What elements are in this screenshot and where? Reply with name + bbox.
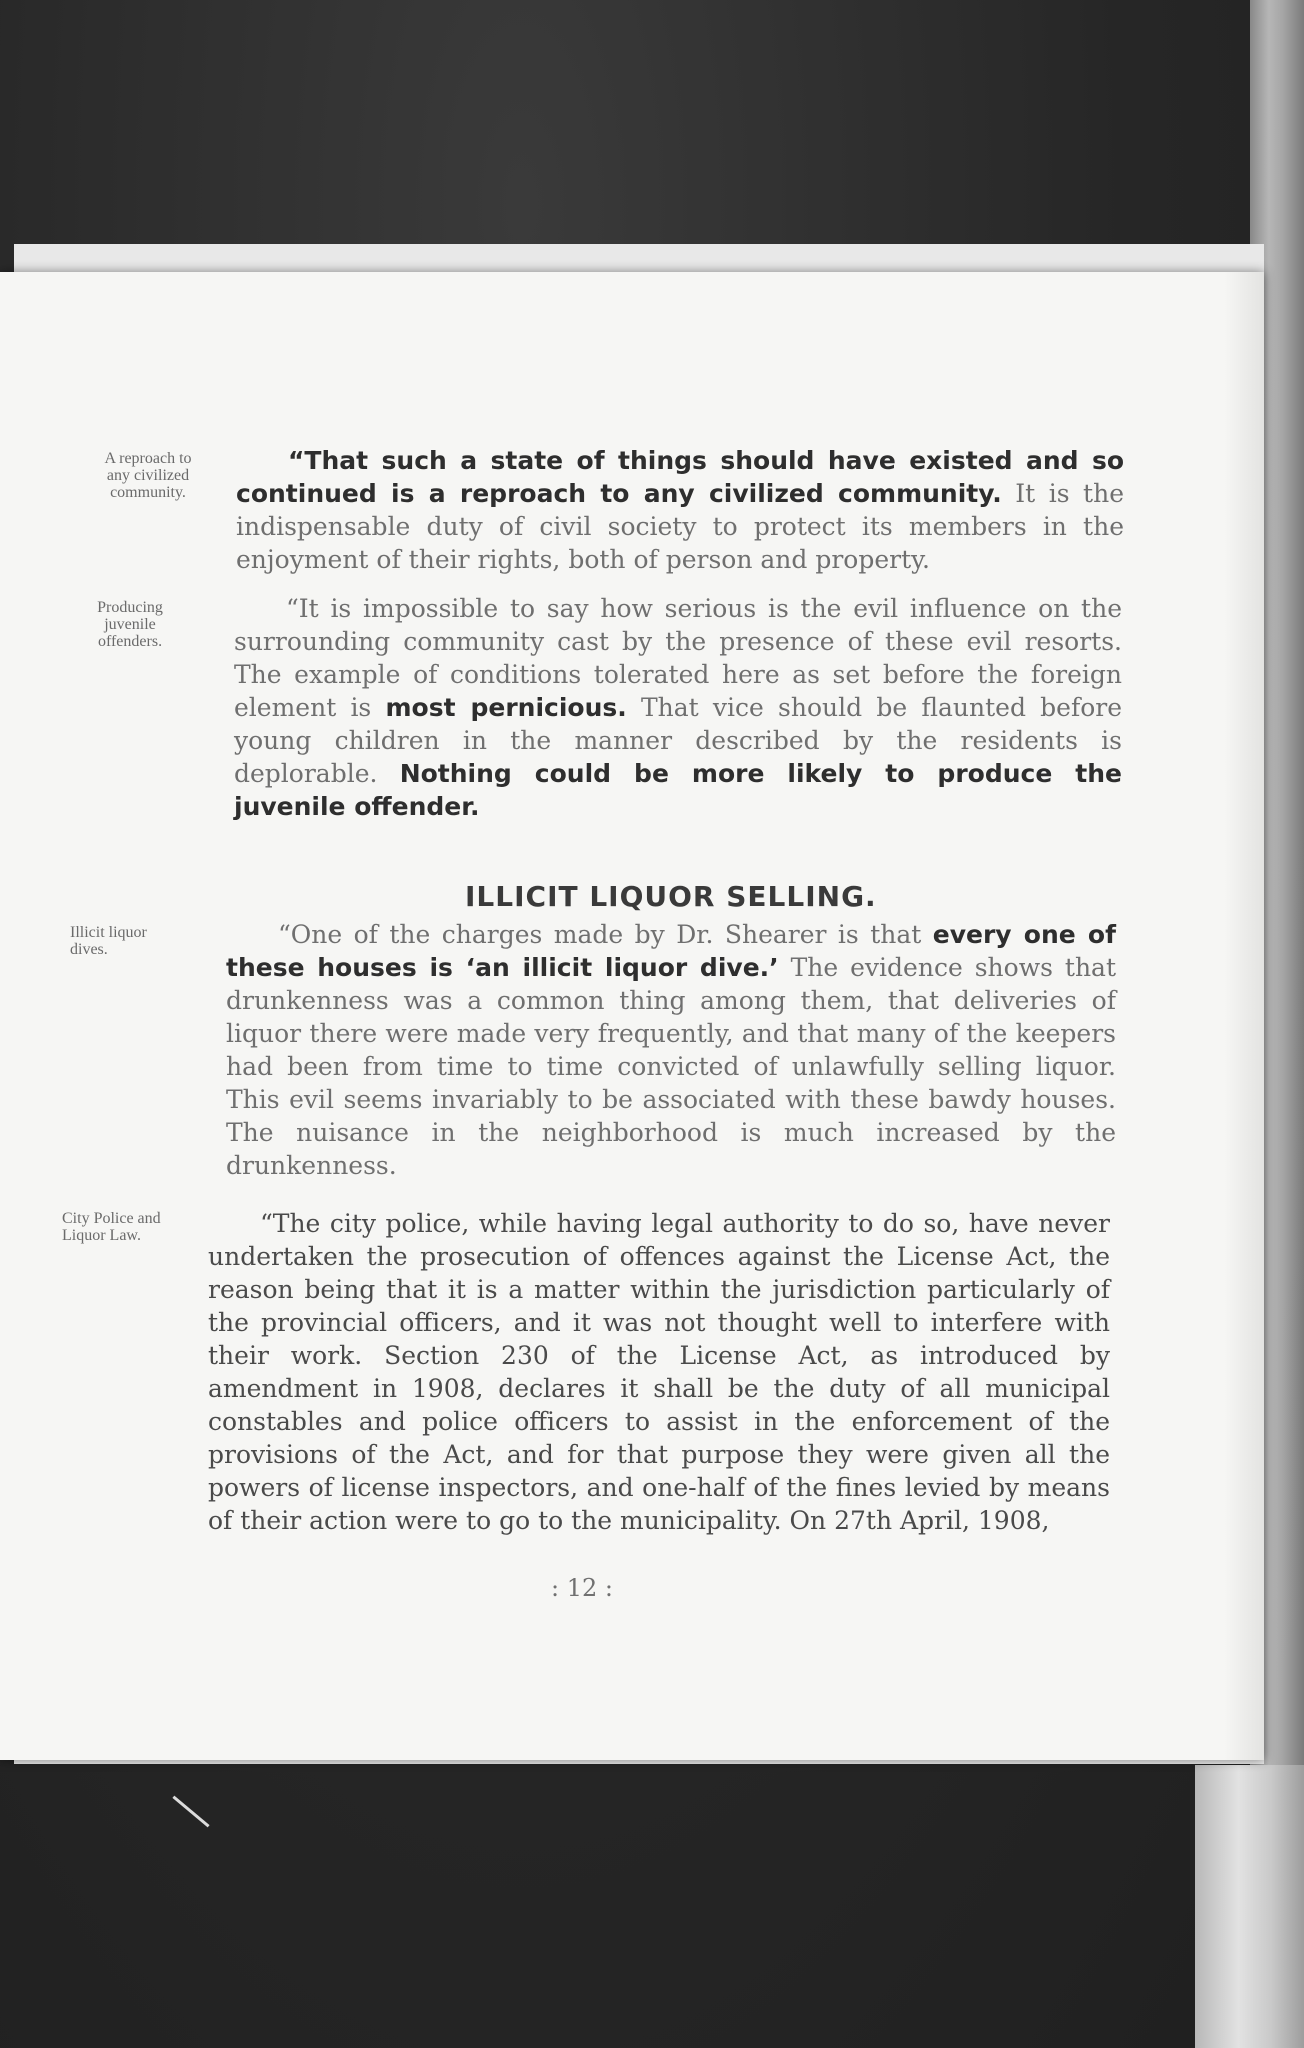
paragraph-text: “The city police, while having legal authority to do so, have never undertaken the prosecution of offences against the License Act, the reason being that it is a matter within the jurisdiction particularly of the provincial officers, and it was not thought well to interfere with their work. Section 230 of the License Act, as introduced by amendment in 1908, declares it shall be the duty of all municipal constables and police officers to assist in the enforcement of the provisions of the Act, and for that purpose they were given all the powers of license inspectors, and one-half of the fines levied by means of their action were to go to the municipality. On 27th April, 1908, bbox=[208, 1209, 1110, 1535]
paragraph-text: “One of the charges made by Dr. Shearer is that bbox=[278, 920, 933, 949]
sidenote-city-police: City Police and Liquor Law. bbox=[62, 1210, 161, 1244]
paragraph-juvenile bbox=[234, 592, 1122, 823]
sidenote-reproach: A reproach to any civilized community. bbox=[104, 450, 192, 501]
section-heading: ILLICIT LIQUOR SELLING. bbox=[465, 880, 877, 913]
paragraph-text: The evidence shows that drunkenness was a common thing among them, that deliveries of liquor there were made very frequently, and that many of the keepers had been from time to time convicted of unlawfully selling liquor. This evil seems invariably to be associated with these bawdy houses. The nuisance in the neighborhood is much increased by the drunkenness. bbox=[226, 953, 1116, 1180]
paragraph-bold-text: every one of these houses is ‘an illicit liquor dive.’ bbox=[226, 920, 1116, 982]
paragraph-text: “It is impossible to say how serious is the evil influence on the surrounding community cast by the presence of these evil resorts. The example of conditions tolerated here as set before the foreign element is bbox=[234, 594, 1122, 722]
paragraph-bold-text: most pernicious. bbox=[385, 693, 627, 722]
paragraph-city-police bbox=[208, 1207, 1110, 1537]
paragraph-bold-text: Nothing could be more likely to produce the juvenile offender. bbox=[234, 759, 1122, 821]
paragraph-text: It is the indispensable duty of civil society to protect its members in the enjoyment of their rights, both of person and property. bbox=[236, 479, 1125, 574]
document-page bbox=[0, 272, 1264, 1760]
paragraph-reproach bbox=[236, 444, 1124, 576]
book-binding-edge-lower bbox=[1195, 1765, 1304, 2048]
paragraph-bold-text: “That such a state of things should have existed and so continued is a reproach to any civilized community. bbox=[236, 446, 1124, 508]
sidenote-juvenile: Producing juvenile offenders. bbox=[97, 599, 163, 650]
page-number: : 12 : bbox=[551, 1574, 613, 1602]
paragraph-text: That vice should be flaunted before young children in the manner described by the residents is deplorable. bbox=[234, 693, 1123, 788]
paragraph-liquor-dives bbox=[226, 918, 1116, 1182]
page-gutter-shade bbox=[1224, 272, 1264, 1760]
sidenote-liquor-dives: Illicit liquor dives. bbox=[70, 924, 147, 958]
